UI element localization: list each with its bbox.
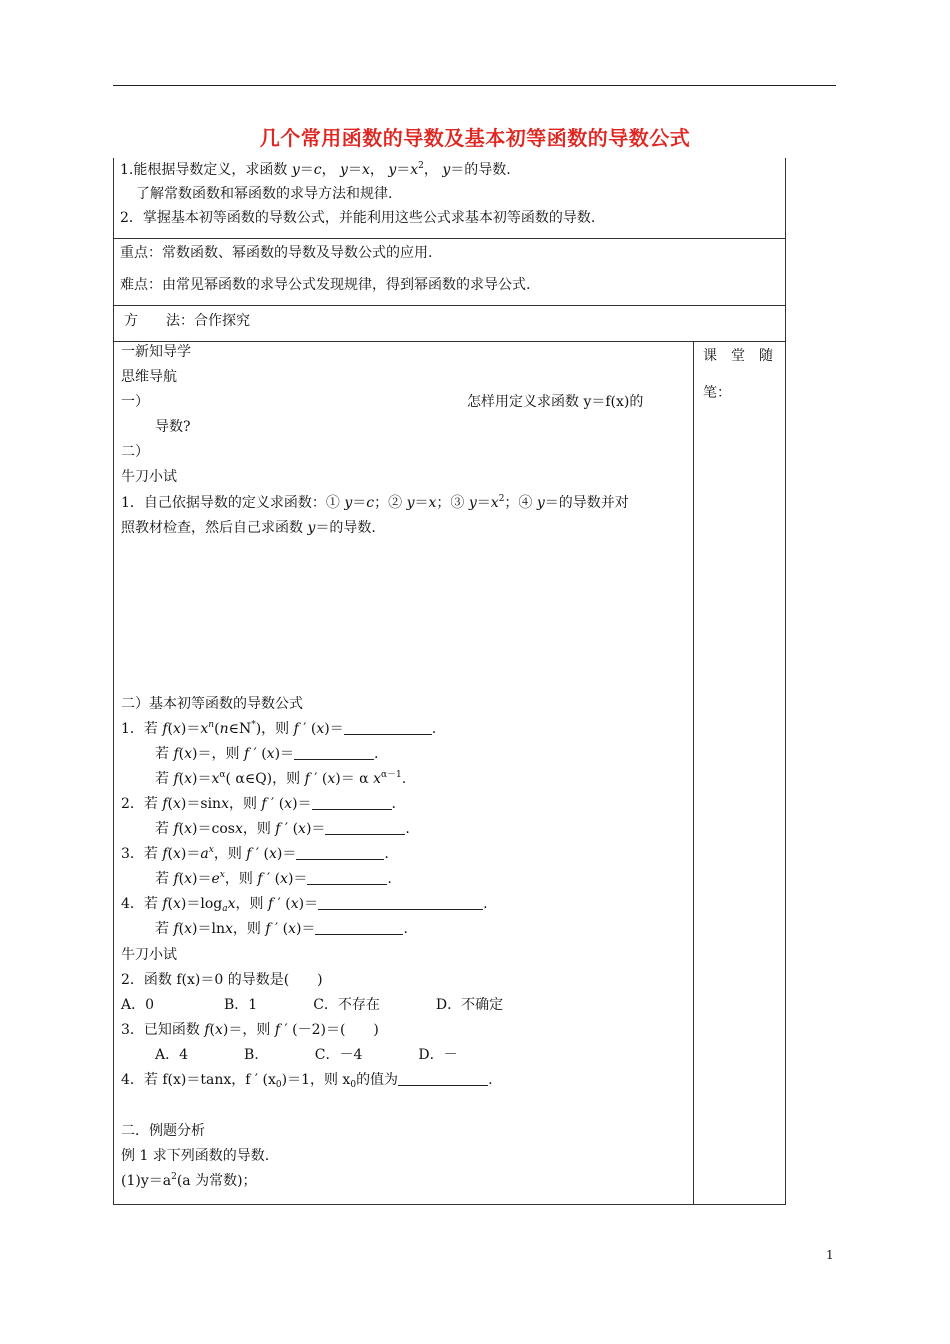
- document-title: 几个常用函数的导数及基本初等函数的导数公式: [259, 126, 691, 150]
- formula-2: 2．若 f(x)＝sinx，则 f ′ (x)＝ .: [121, 796, 396, 812]
- formula-4b: 若 f(x)＝lnx，则 f ′ (x)＝ .: [155, 921, 408, 937]
- practice-question-3: 3．已知函数 f(x)＝，则 f ′ (－2)＝( ): [121, 1022, 379, 1038]
- page-number: 1: [826, 1248, 834, 1262]
- formula-3b: 若 $f(x)=e^x$，则 f ′ (x)＝ .: [155, 870, 392, 887]
- objective-2: 2．掌握基本初等函数的导数公式，并能利用这些公式求基本初等函数的导数.: [120, 210, 596, 226]
- example-1-part-1: $(1)y=a^2(a$ 为常数)；: [121, 1172, 257, 1189]
- subsection-heading: 牛刀小试: [121, 469, 177, 485]
- formula-3: 3．若 $f(x)=a^x$，则 f ′ (x)＝ .: [121, 845, 389, 862]
- header-rule: [113, 85, 836, 86]
- objective-1-detail: 了解常数函数和幂函数的求导方法和规律.: [136, 186, 393, 202]
- answer-blank[interactable]: [312, 795, 392, 810]
- question-text-cont: 导数?: [155, 419, 191, 435]
- row-divider: [113, 341, 785, 342]
- example-1: 例 1 求下列函数的导数.: [121, 1148, 270, 1164]
- section-heading: 一新知导学: [121, 344, 191, 360]
- row-divider: [113, 305, 785, 306]
- exercise-1: 1．自己依据导数的定义求函数：① y＝c；② y＝x；③ $y=x^2$；④ y＝的导数并对: [121, 494, 629, 511]
- row-divider: [113, 238, 785, 239]
- column-divider: [693, 341, 694, 1204]
- item-label: 一）: [121, 394, 149, 410]
- difficulty-point: 难点：由常见幂函数的求导公式发现规律，得到幂函数的求导公式.: [120, 277, 531, 293]
- item-label: 二）: [121, 444, 149, 460]
- answer-blank[interactable]: [296, 845, 384, 860]
- method-label: 方 法：合作探究: [124, 313, 250, 329]
- practice-question-4: 4．若 f(x)＝tanx，f ′ $(x_0)=1$，则 $x_0$的值为 .: [121, 1072, 493, 1090]
- focus-point: 重点：常数函数、幂函数的导数及导数公式的应用.: [120, 245, 433, 261]
- practice-question-3-options: A．4 B. C．－4 D．－: [155, 1047, 458, 1063]
- answer-blank[interactable]: [398, 1071, 488, 1086]
- question-text: 怎样用定义求函数 y＝f(x)的: [467, 394, 644, 410]
- formula-1c: 若 $f(x)=x^\alpha$( α∈Q)，则 f ′ (x)＝ α $x^{\alpha-1}$.: [155, 770, 407, 787]
- notes-label: 课 堂 随: [703, 348, 773, 364]
- practice-heading: 牛刀小试: [121, 947, 177, 963]
- exercise-1-cont: 照教材检查，然后自己求函数 y＝的导数.: [121, 520, 376, 536]
- example-heading: 二．例题分析: [121, 1123, 205, 1139]
- answer-blank[interactable]: [307, 870, 387, 885]
- practice-question-2: 2．函数 f(x)＝0 的导数是( ): [121, 972, 323, 988]
- practice-question-2-options: A．0 B．1 C．不存在 D．不确定: [121, 997, 504, 1013]
- formula-1b: 若 f(x)＝，则 f ′ (x)＝ .: [155, 746, 379, 762]
- answer-blank[interactable]: [344, 720, 432, 735]
- formula-1: 1．若 $f(x)=x^n(n\in N^*)$，则 f ′ (x)＝ .: [121, 720, 437, 737]
- objective-1: 1.能根据导数定义，求函数 y＝c， y＝x， $y=x^2$， y＝的导数.: [120, 161, 511, 178]
- answer-blank[interactable]: [318, 895, 483, 910]
- formula-2b: 若 f(x)＝cosx，则 f ′ (x)＝ .: [155, 821, 410, 837]
- answer-blank[interactable]: [315, 920, 403, 935]
- formula-4: 4．若 $f(x)=\log_ax$，则 f ′ (x)＝ .: [121, 896, 488, 914]
- subsection-heading: 思维导航: [121, 369, 177, 385]
- answer-blank[interactable]: [294, 745, 374, 760]
- formula-heading: 二）基本初等函数的导数公式: [121, 696, 303, 712]
- answer-blank[interactable]: [325, 820, 405, 835]
- notes-label-2: 笔：: [703, 385, 731, 401]
